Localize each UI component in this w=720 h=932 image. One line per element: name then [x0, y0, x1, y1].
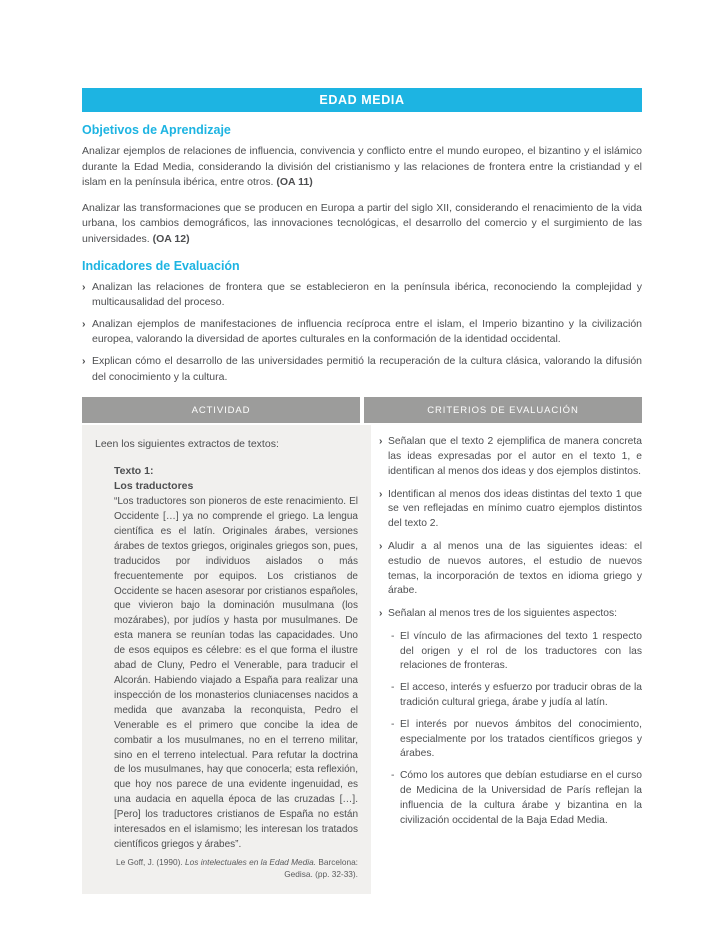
criteria-text: Señalan al menos tres de los siguientes aspectos: [388, 608, 617, 620]
objetivo-paragraph-1 [82, 144, 642, 191]
bullet-icon: › [379, 540, 383, 552]
bullet-icon: › [82, 354, 86, 367]
citation-prefix: Le Goff, J. (1990). [115, 856, 186, 867]
bullet-icon: › [379, 488, 383, 500]
objetivo-paragraph-2 [82, 201, 642, 248]
criteria-subitem-2 [391, 681, 642, 711]
criteria-cell [375, 425, 642, 894]
activity-criteria-table [82, 397, 642, 894]
criteria-item-4 [379, 607, 642, 622]
oa-tag: (OA 12) [152, 232, 190, 245]
table-body-row [82, 425, 642, 894]
criteria-text: Identifican al menos dos ideas distintas del texto 1 que se ven reflejadas en mínimo cuatro ejemplos distintos del texto 2. [388, 488, 642, 530]
document-page [82, 88, 642, 894]
dash-icon: - [391, 682, 395, 694]
indicador-text: Explican cómo el desarrollo de las universidades permitió la recuperación de la cultura clásica, valorando la difusión del conocimiento y la cultura. [92, 354, 642, 383]
citation-title: Los intelectuales en la Edad Media. [185, 856, 317, 867]
criteria-subtext: Cómo los autores que debían estudiarse en el curso de Medicina de la Universidad de París reflejan la influencia de la cultura árabe y bizantina en la civilización occidental de la Baja Edad Media. [400, 770, 642, 826]
criteria-subitem-3 [391, 718, 642, 762]
bullet-icon: › [82, 317, 86, 330]
criteria-item-1 [379, 435, 642, 479]
criteria-subtext: El acceso, interés y esfuerzo por traducir obras de la tradición cultural griega, árabe y judía al latín. [400, 682, 642, 709]
objetivo-text: Analizar las transformaciones que se producen en Europa a partir del siglo XII, considerando el renacimiento de la vida urbana, los cambios demográficos, las innovaciones tecnológicas, el desarrollo del comercio y el surgimiento de las universidades. [82, 201, 642, 245]
indicadores-heading: Indicadores de Evaluación [82, 258, 240, 273]
indicador-item-1 [82, 280, 642, 311]
text-label: Texto 1: [114, 465, 154, 478]
citation-suffix: Barcelona: Gedisa. (pp. 32-33). [284, 856, 358, 879]
criteria-subtext: El vínculo de las afirmaciones del texto 1 respecto del origen y el rol de los traductores con las relaciones de fronteras. [400, 630, 642, 672]
indicador-text: Analizan ejemplos de manifestaciones de influencia recíproca entre el islam, el Imperio bizantino y la civilización europea, valorando la diversidad de aportes culturales en la conformación de la identidad occidental. [92, 317, 642, 346]
section-banner: EDAD MEDIA [82, 88, 642, 112]
criteria-subitem-4 [391, 769, 642, 828]
indicador-item-2 [82, 317, 642, 348]
activity-cell [82, 425, 371, 894]
criteria-subitem-1 [391, 630, 642, 674]
activity-intro: Leen los siguientes extractos de textos: [95, 438, 279, 451]
indicador-text: Analizan las relaciones de frontera que se establecieron en la península ibérica, reconociendo la complejidad y multicausalidad del proceso. [92, 280, 642, 309]
criteria-text: Aludir a al menos una de las siguientes ideas: el estudio de nuevos autores, el estudio de nuevos temas, la incorporación de textos en idioma griego y árabe. [388, 540, 642, 597]
oa-tag: (OA 11) [276, 176, 313, 189]
criteria-subtext: El interés por nuevos ámbitos del conocimiento, especialmente por los tratados científicos griegos y árabes. [400, 718, 642, 760]
bullet-icon: › [82, 280, 86, 293]
citation [114, 856, 358, 880]
objetivo-text: Analizar ejemplos de relaciones de influencia, convivencia y conflicto entre el mundo europeo, el bizantino y el islámico durante la Edad Media, considerando la división del cristianismo y las relaciones de frontera entre la cristiandad y el islam en la península ibérica, entre otros. [82, 145, 642, 189]
text-title: Los traductores [114, 480, 194, 493]
dash-icon: - [391, 718, 395, 730]
bullet-icon: › [379, 608, 383, 620]
bullet-icon: › [379, 436, 383, 448]
criteria-column-header: CRITERIOS DE EVALUACIÓN [364, 397, 642, 423]
quote-text: “Los traductores son pioneros de este renacimiento. El Occidente […] ya no comprende el griego. La lengua científica es el latín. Originales árabes, versiones árabes de textos griegos, originales griegos son, pues, traducidos por individuos aislados o más frecuentemente por equipos. Los cristianos de Occidente se hacen asesorar por cristianos españoles, que vivieron bajo la dominación musulmana (los mozárabes), por judíos y hasta por musulmanes. De esta manera se reunían todas las capacidades. Uno de esos equipos es célebre: es el que forma el ilustre abad de Cluny, Pedro el Venerable, para traducir el Alcorán. Habiendo viajado a España para realizar una inspección de los monasterios cluniacenses nacidos a medida que avanzaba la reconquista, Pedro el Venerable es el primero que concibe la idea de combatir a los musulmanes, no en el terreno militar, sino en el terreno intelectual. Para refutar la doctrina de los musulmanes, hay que conocerla; esta reflexión, que hoy nos parece de una evidente ingenuidad, es una audacia en aquella época de las cruzadas […]. [Pero] los traductores cristianos de España no están interesados en el islamismo; les interesan los tratados científicos griegos y árabes”. [114, 496, 358, 850]
text-extract-block [114, 464, 358, 880]
table-header-row [82, 397, 642, 423]
dash-icon: - [391, 630, 395, 642]
objetivos-heading: Objetivos de Aprendizaje [82, 123, 231, 137]
activity-column-header: ACTIVIDAD [82, 397, 360, 423]
criteria-item-2 [379, 488, 642, 532]
indicador-item-3 [82, 354, 642, 385]
criteria-text: Señalan que el texto 2 ejemplifica de manera concreta las ideas expresadas por el autor en el texto 1, e identifican al menos dos ideas y dos ejemplos distintos. [388, 436, 642, 477]
dash-icon: - [391, 770, 395, 782]
criteria-item-3 [379, 540, 642, 599]
